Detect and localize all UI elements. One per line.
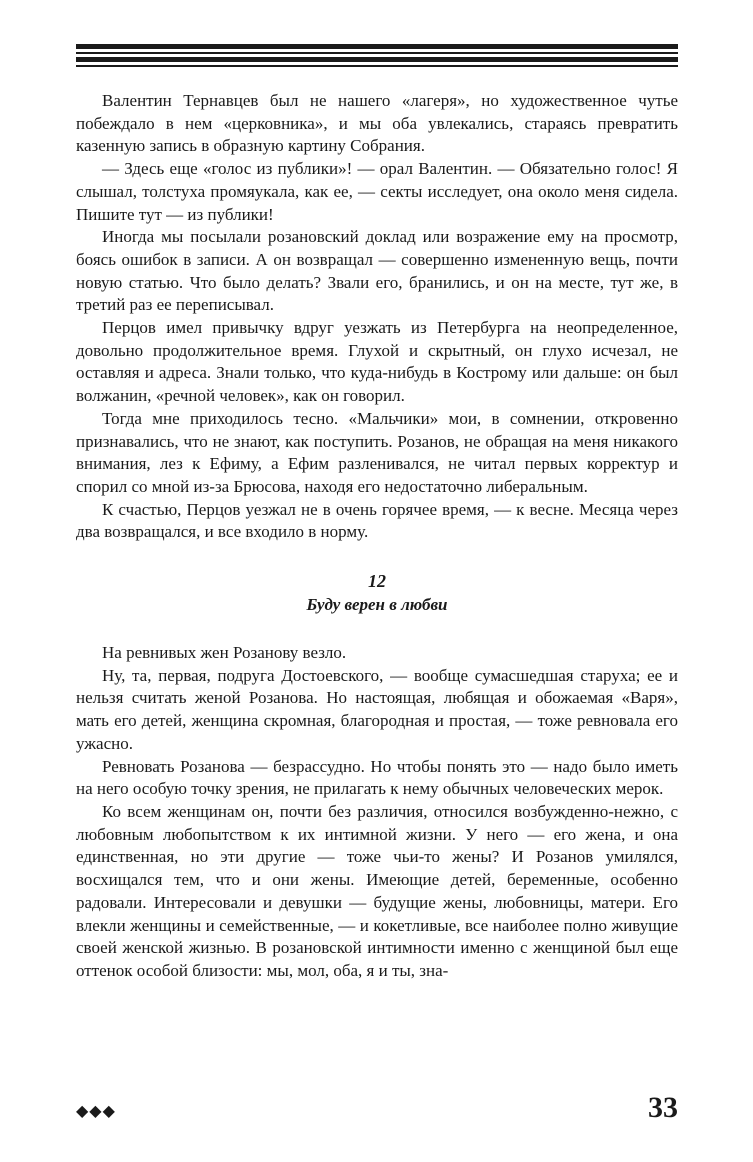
diamond-ornament-icon: ◆◆◆ bbox=[76, 1103, 116, 1120]
rule-line bbox=[76, 52, 678, 54]
paragraph: Ревновать Розанова — безрассудно. Но чтобы понять это — надо было иметь на него особую точку зрения, не прилагать к нему обычных человеческих мерок. bbox=[76, 756, 678, 799]
chapter-heading bbox=[76, 570, 678, 616]
paragraph: Тогда мне приходилось тесно. «Мальчики» мои, в сомнении, откровенно признавались, что не знают, как поступить. Розанов, не обращая на меня никакого внимания, лез к Ефиму, а Ефим разленивался, не читал первых корректур и спорил со мной из-за Брюсова, находя его недостаточно либеральным. bbox=[76, 408, 678, 496]
paragraph: К счастью, Перцов уезжал не в очень горячее время, — к весне. Месяца через два возвращался, и все входило в норму. bbox=[76, 499, 678, 542]
paragraph: Ко всем женщинам он, почти без различия, относился возбужденно-нежно, с любовным любопытством к их интимной жизни. У него — его жена, и она единственная, но эти другие — тоже чьи-то жены? И Розанов умилялся, восхищался тем, что и они жены. Имеющие детей, беременные, особенно радовали. Интересовали и девушки — будущие жены, любовницы, матери. Его влекли женщины и семейственные, — и кокетливые, все наиболее полно живущие своей женской жизнью. В розановской интимности именно с женщиной был еще оттенок особой близости: мы, мол, оба, я и ты, зна- bbox=[76, 801, 678, 980]
body-text bbox=[76, 90, 678, 983]
paragraph: Перцов имел привычку вдруг уезжать из Петербурга на неопределенное, довольно продолжительное время. Глухой и скрытный, он глухо исчезал, не оставляя и адреса. Знали только, что куда-нибудь в Кострому или дальше: он был волжанин, «речной человек», как он говорил. bbox=[76, 318, 678, 406]
paragraph: На ревнивых жен Розанову везло. bbox=[102, 643, 347, 663]
paragraph: Иногда мы посылали розановский доклад или возражение ему на просмотр, боясь ошибок в записи. А он возвращал — совершенно измененную вещь, почти новую статью. Что было делать? Звали его, бранились, и он на месте, тут же, в третий раз ее переписывал. bbox=[76, 227, 678, 315]
chapter-number: 12 bbox=[368, 571, 386, 592]
header-rule bbox=[76, 44, 678, 67]
rule-line bbox=[76, 65, 678, 67]
rule-line bbox=[76, 44, 678, 49]
paragraph: Ну, та, первая, подруга Достоевского, — вообще сумасшедшая старуха; ее и нельзя считать женой Розанова. Но настоящая, любящая и обожаемая «Варя», мать его детей, женщина скромная, благородная и простая, — тоже ревновала его ужасно. bbox=[76, 665, 678, 753]
rule-line bbox=[76, 57, 678, 62]
paragraph: Валентин Тернавцев был не нашего «лагеря», но художественное чутье побеждало в нем «церковника», и мы оба увлекались, стараясь превратить казенную запись в образную картину Собрания. bbox=[76, 91, 678, 156]
page-number: 33 bbox=[648, 1091, 678, 1124]
chapter-title: Буду верен в любви bbox=[306, 595, 448, 615]
paragraph: — Здесь еще «голос из публики»! — орал Валентин. — Обязательно голос! Я слышал, толстуха промяукала, как ее, — секты исследует, она около меня сидела. Пишите тут — из публики! bbox=[76, 159, 678, 224]
